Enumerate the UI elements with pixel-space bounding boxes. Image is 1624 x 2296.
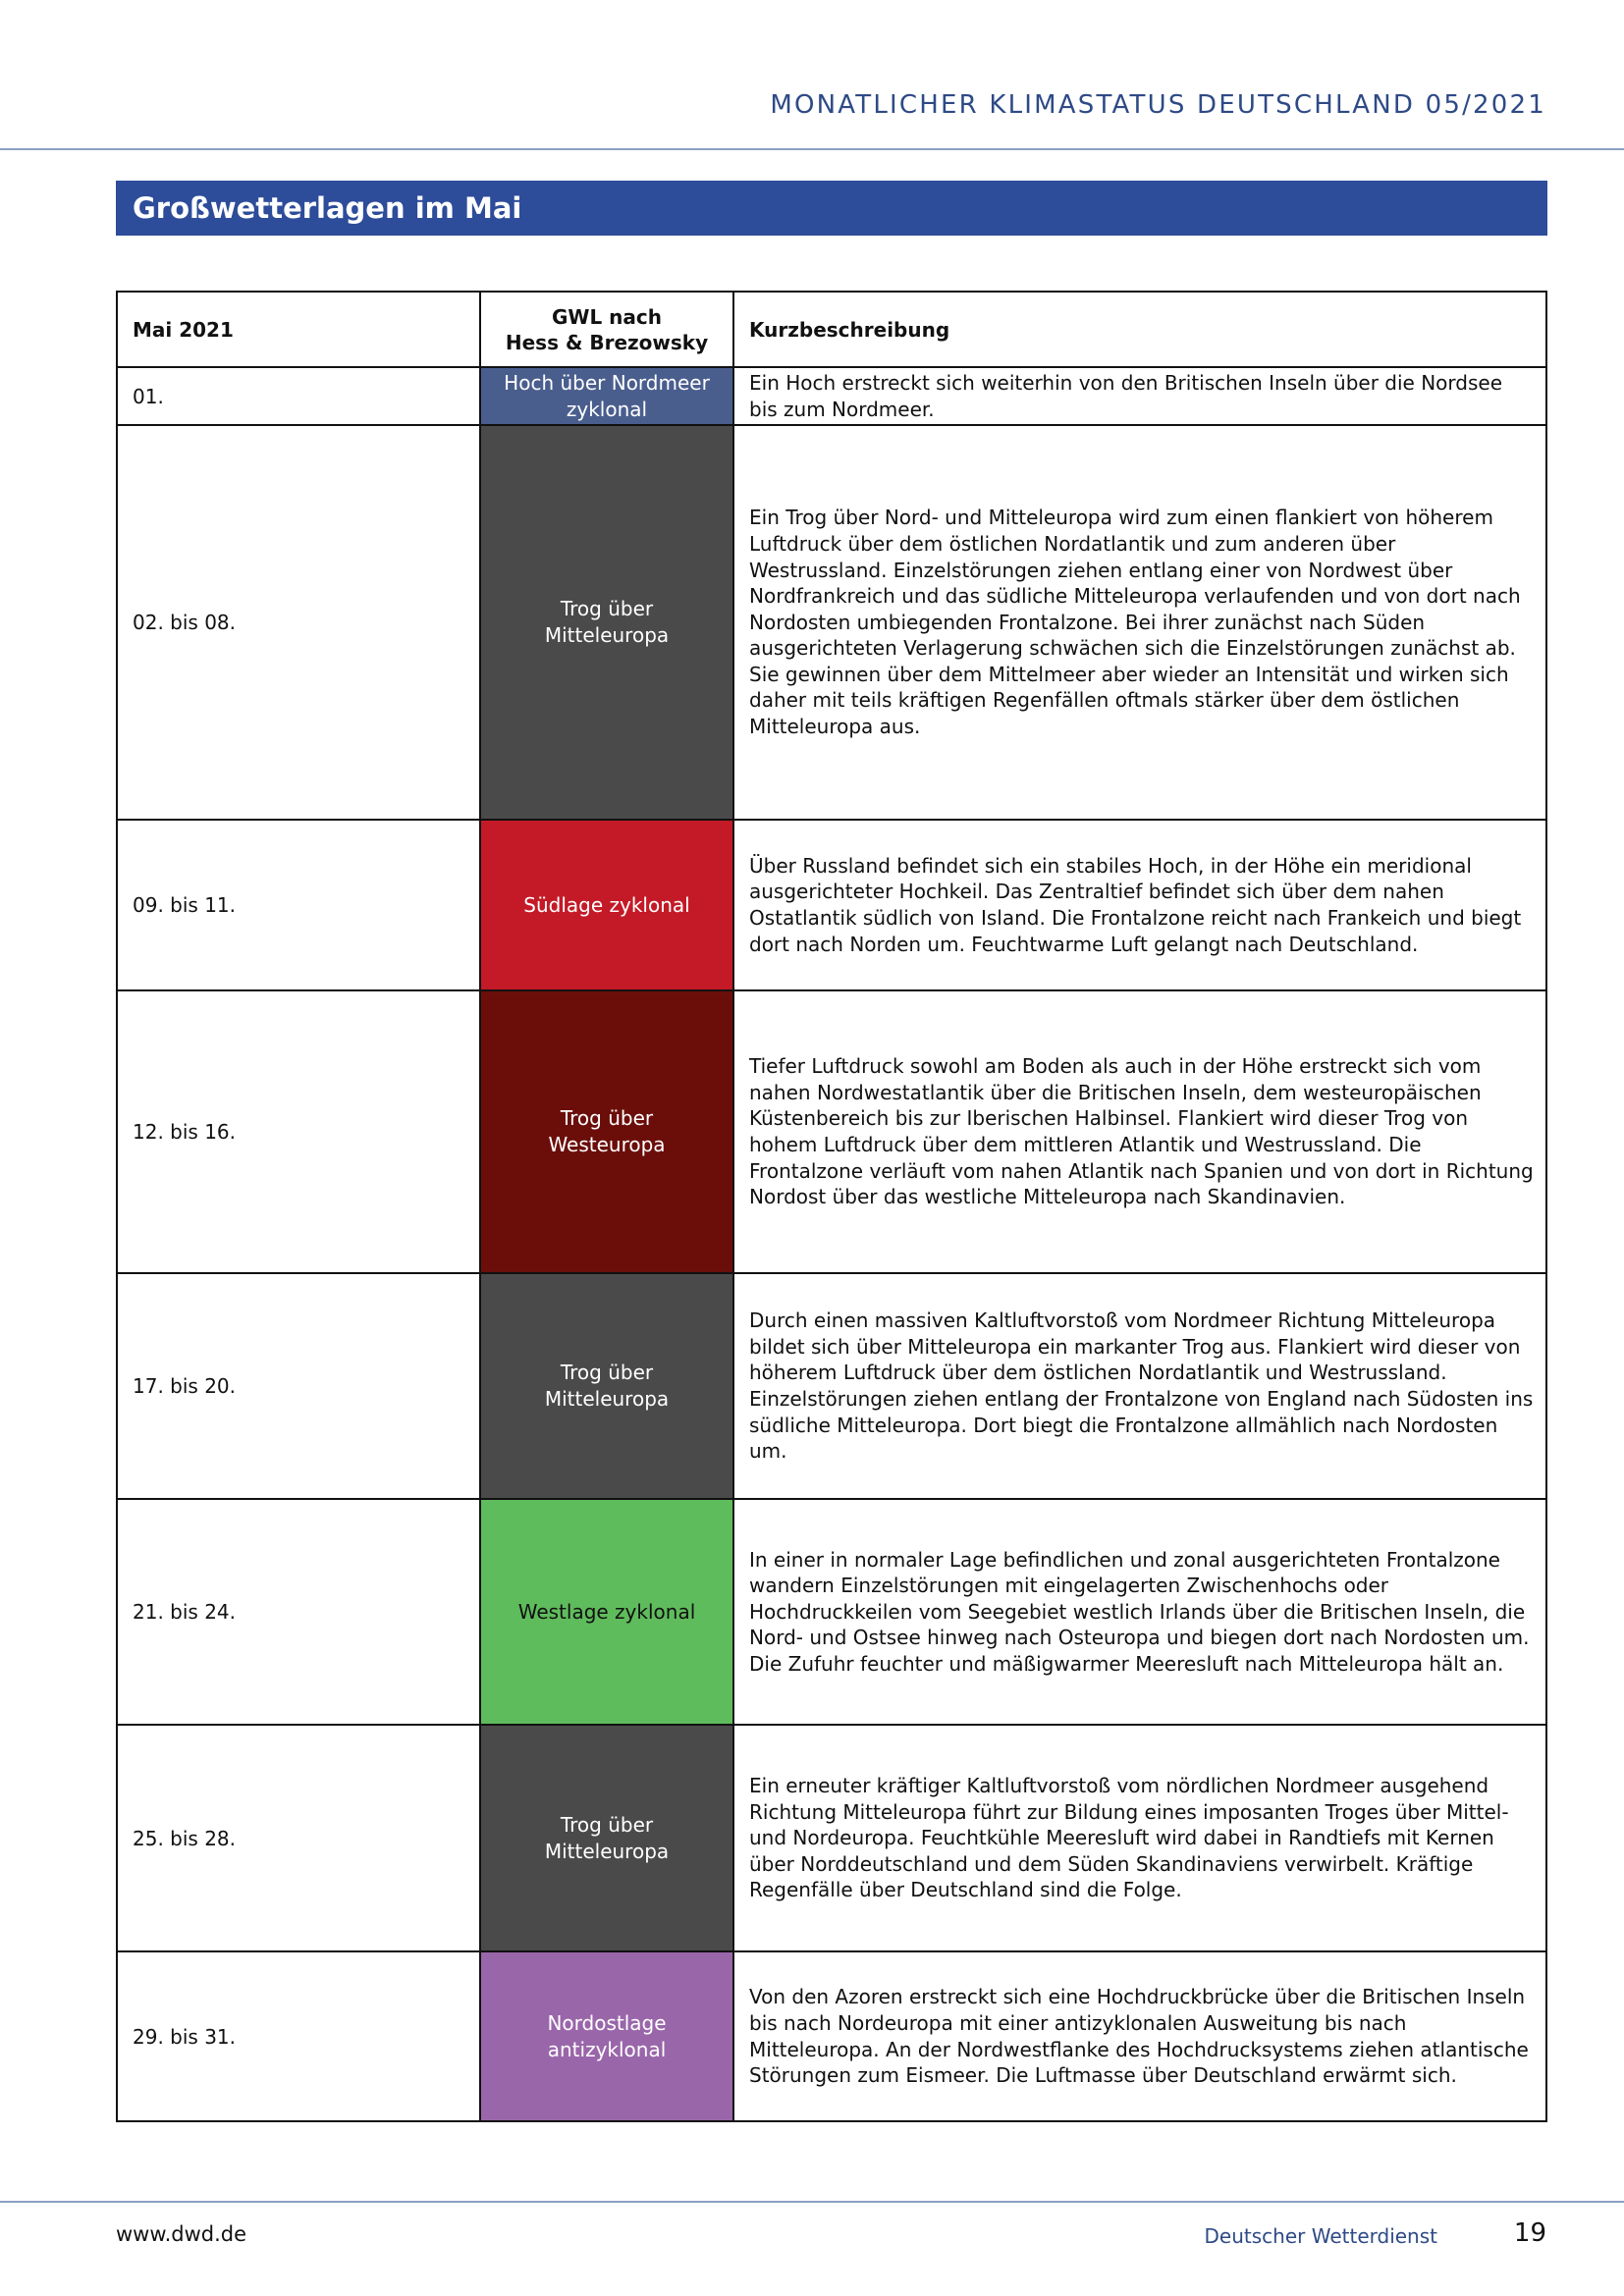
row-gwl-cell	[480, 1951, 733, 2121]
row-gwl-line1: Trog über	[560, 1361, 654, 1384]
row-gwl-line2: antizyklonal	[547, 2037, 667, 2061]
weather-patterns-table	[116, 291, 1547, 2122]
footer-organization: Deutscher Wetterdienst	[1204, 2224, 1437, 2248]
row-gwl-cell	[480, 820, 733, 990]
row-date: 09. bis 11.	[117, 820, 480, 990]
row-gwl-cell	[480, 990, 733, 1273]
row-gwl-line1: Nordostlage	[547, 2010, 667, 2035]
row-date: 01.	[117, 367, 480, 425]
row-description: Ein Trog über Nord- und Mitteleuropa wird zum einen flankiert von höherem Luftdruck über dem östlichen Nordatlantik und zum anderen über Westrussland. Einzelstörungen ziehen entlang einer von Nordwest über Nordfrankreich und das südliche Mitteleuropa verlaufenden und von dort nach Nordosten umbiegenden Frontalzone. Bei ihrer zunächst nach Süden ausgerichteten Verlagerung schwächen sich die Einzelstörungen zunächst ab. Sie gewinnen über dem Mittelmeer aber wieder an Intensität und wirken sich daher mit teils kräftigen Regenfällen oftmals stärker über dem östlichen Mitteleuropa aus.	[733, 425, 1546, 820]
table-row	[117, 367, 1546, 425]
table-row	[117, 1273, 1546, 1499]
row-gwl-line2: Mitteleuropa	[544, 1839, 670, 1863]
row-date: 17. bis 20.	[117, 1273, 480, 1499]
table-row	[117, 425, 1546, 820]
row-date: 12. bis 16.	[117, 990, 480, 1273]
row-date: 29. bis 31.	[117, 1951, 480, 2121]
row-gwl-line1: Trog über	[560, 597, 654, 620]
row-gwl-line1: Trog über	[560, 1106, 654, 1130]
section-title: Großwetterlagen im Mai	[116, 181, 1547, 236]
row-gwl-cell	[480, 1273, 733, 1499]
column-header-gwl-line2: Hess & Brezowsky	[505, 330, 709, 354]
row-date: 21. bis 24.	[117, 1499, 480, 1725]
row-description: Ein Hoch erstreckt sich weiterhin von den Britischen Inseln über die Nordsee bis zum Nordmeer.	[733, 367, 1546, 425]
row-gwl-line2: zyklonal	[566, 397, 648, 421]
column-header-gwl	[480, 292, 733, 367]
row-date: 25. bis 28.	[117, 1725, 480, 1951]
row-date: 02. bis 08.	[117, 425, 480, 820]
page-number: 19	[1513, 2218, 1546, 2248]
row-gwl-cell	[480, 1499, 733, 1725]
row-gwl-line1: Trog über	[560, 1812, 654, 1837]
row-description: Ein erneuter kräftiger Kaltluftvorstoß vom nördlichen Nordmeer ausgehend Richtung Mitteleuropa führt zur Bildung eines imposanten Troges über Mittel- und Nordeuropa. Feuchtkühle Meeresluft wird dabei in Randtiefs mit Kernen über Norddeutschland und dem Süden Skandinaviens verwirbelt. Kräftige Regenfälle über Deutschland sind die Folge.	[733, 1725, 1546, 1951]
table-row	[117, 1499, 1546, 1725]
row-description: Durch einen massiven Kaltluftvorstoß vom Nordmeer Richtung Mitteleuropa bildet sich über Mitteleuropa ein markanter Trog aus. Flankiert wird dieser von höherem Luftdruck über dem östlichen Nordatlantik und Westrussland. Einzelstörungen ziehen entlang der Frontalzone von England nach Südosten ins südliche Mitteleuropa. Dort biegt die Frontalzone allmählich nach Nordosten um.	[733, 1273, 1546, 1499]
table-row	[117, 820, 1546, 990]
report-title: MONATLICHER KLIMASTATUS DEUTSCHLAND 05/2021	[770, 90, 1546, 120]
table-row	[117, 1951, 1546, 2121]
header-divider	[0, 148, 1624, 150]
row-description: Über Russland befindet sich ein stabiles Hoch, in der Höhe ein meridional ausgerichteter Hochkeil. Das Zentraltief befindet sich über dem nahen Ostatlantik südlich von Island. Die Frontalzone reicht nach Frankeich und biegt dort nach Norden um. Feuchtwarme Luft gelangt nach Deutschland.	[733, 820, 1546, 990]
column-header-gwl-line1: GWL nach	[551, 304, 662, 329]
row-description: Von den Azoren erstreckt sich eine Hochdruckbrücke über die Britischen Inseln bis nach Nordeuropa mit einer antizyklonalen Ausweitung bis nach Mitteleuropa. An der Nordwestflanke des Hochdrucksystems ziehen atlantische Störungen zum Eismeer. Die Luftmasse über Deutschland erwärmt sich.	[733, 1951, 1546, 2121]
footer-divider	[0, 2201, 1624, 2203]
row-gwl-line2: Westeuropa	[548, 1133, 666, 1156]
table-row	[117, 1725, 1546, 1951]
row-gwl-cell	[480, 367, 733, 425]
row-gwl-line1: Hoch über Nordmeer	[504, 370, 710, 395]
row-gwl-line1: Westlage zyklonal	[517, 1599, 696, 1624]
row-gwl-cell	[480, 425, 733, 820]
table-header-row	[117, 292, 1546, 367]
row-description: Tiefer Luftdruck sowohl am Boden als auch in der Höhe erstreckt sich vom nahen Nordwestatlantik über die Britischen Inseln, dem westeuropäischen Küstenbereich bis zur Iberischen Halbinsel. Flankiert wird dieser Trog von hohem Luftdruck über dem mittleren Atlantik und Westrussland. Die Frontalzone verläuft vom nahen Atlantik nach Spanien und von dort in Richtung Nordost über das westliche Mitteleuropa nach Skandinavien.	[733, 990, 1546, 1273]
footer-website-link[interactable]: www.dwd.de	[116, 2222, 247, 2246]
row-description: In einer in normaler Lage befindlichen und zonal ausgerichteten Frontalzone wandern Einzelstörungen mit eingelagerten Zwischenhochs oder Hochdruckkeilen vom Seegebiet westlich Irlands über die Britischen Inseln, die Nord- und Ostsee hinweg nach Osteuropa und biegen dort nach Nordosten um. Die Zufuhr feuchter und mäßigwarmer Meeresluft nach Mitteleuropa hält an.	[733, 1499, 1546, 1725]
row-gwl-cell	[480, 1725, 733, 1951]
row-gwl-line2: Mitteleuropa	[544, 1387, 670, 1411]
column-header-description: Kurzbeschreibung	[733, 292, 1546, 367]
column-header-date: Mai 2021	[117, 292, 480, 367]
row-gwl-line1: Südlage zyklonal	[523, 892, 690, 917]
row-gwl-line2: Mitteleuropa	[544, 623, 670, 647]
table-row	[117, 990, 1546, 1273]
